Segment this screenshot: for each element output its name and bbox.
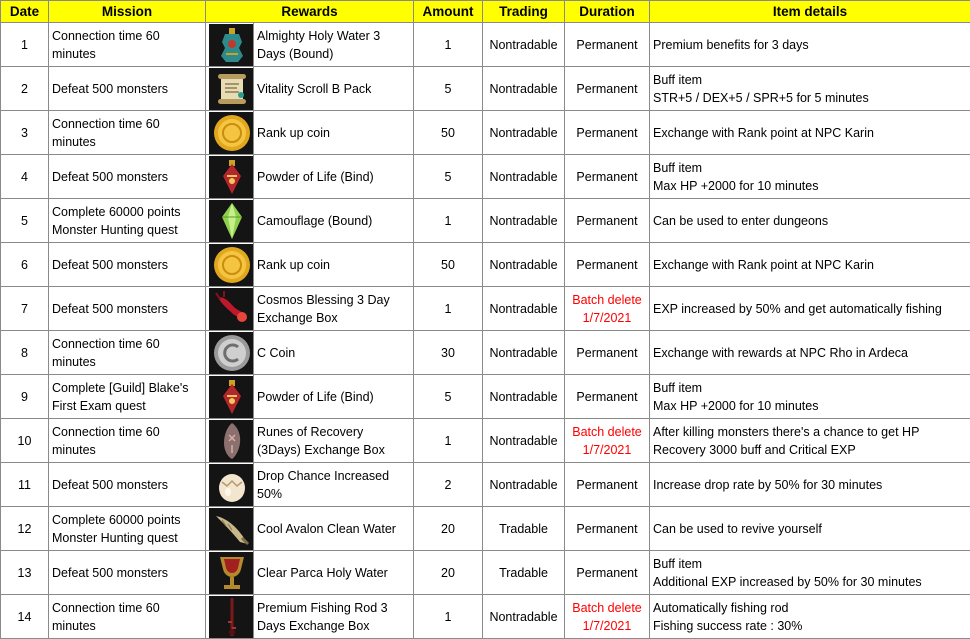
item-details-line: Can be used to enter dungeons — [653, 213, 829, 228]
trading-cell: Nontradable — [483, 155, 565, 199]
item-details-cell — [650, 419, 970, 463]
trading-cell: Tradable — [483, 507, 565, 551]
table-row — [1, 507, 970, 551]
trading-cell: Nontradable — [483, 23, 565, 67]
item-details-line: Additional EXP increased by 50% for 30 minutes — [653, 574, 922, 589]
duration-cell: Permanent — [565, 463, 650, 507]
item-details-cell — [650, 23, 970, 67]
item-details-cell — [650, 551, 970, 595]
table-row — [1, 331, 970, 375]
table-row — [1, 287, 970, 331]
amount-cell: 1 — [414, 23, 483, 67]
duration-line: Batch delete — [572, 424, 642, 439]
duration-line: 1/7/2021 — [582, 442, 632, 457]
trading-cell: Nontradable — [483, 375, 565, 419]
mission-cell: Complete 60000 points Monster Hunting quest — [49, 199, 206, 243]
header-item-details: Item details — [650, 1, 970, 23]
table-row — [1, 111, 970, 155]
table-body — [1, 23, 970, 639]
reward-icon-cell — [206, 463, 254, 507]
reward-icon-cell — [206, 23, 254, 67]
duration-cell: Permanent — [565, 155, 650, 199]
duration-line: Batch delete — [572, 600, 642, 615]
item-details-cell — [650, 507, 970, 551]
amount-cell: 2 — [414, 463, 483, 507]
duration-cell: Permanent — [565, 23, 650, 67]
potion-icon — [209, 156, 254, 198]
item-details-line: Buff item — [653, 380, 703, 395]
mission-cell: Connection time 60 minutes — [49, 595, 206, 639]
reward-icon-cell — [206, 155, 254, 199]
item-details-line: Buff item — [653, 72, 703, 87]
date-cell: 9 — [1, 375, 49, 419]
mission-cell: Connection time 60 minutes — [49, 111, 206, 155]
table-row — [1, 199, 970, 243]
date-cell: 4 — [1, 155, 49, 199]
reward-name-cell: Rank up coin — [254, 243, 414, 287]
trading-cell: Nontradable — [483, 287, 565, 331]
trading-cell: Nontradable — [483, 199, 565, 243]
reward-name-cell: Rank up coin — [254, 111, 414, 155]
item-details-cell — [650, 155, 970, 199]
reward-name-cell: Camouflage (Bound) — [254, 199, 414, 243]
date-cell: 2 — [1, 67, 49, 111]
mission-cell: Defeat 500 monsters — [49, 67, 206, 111]
mission-cell: Complete 60000 points Monster Hunting quest — [49, 507, 206, 551]
trading-cell: Nontradable — [483, 111, 565, 155]
duration-cell — [565, 287, 650, 331]
chalice-icon — [209, 552, 254, 594]
egg-icon — [209, 464, 254, 506]
duration-cell: Permanent — [565, 375, 650, 419]
reward-name-cell: Cosmos Blessing 3 Day Exchange Box — [254, 287, 414, 331]
table-row — [1, 595, 970, 639]
header-rewards: Rewards — [206, 1, 414, 23]
mission-cell: Connection time 60 minutes — [49, 23, 206, 67]
duration-cell: Permanent — [565, 199, 650, 243]
mission-cell: Defeat 500 monsters — [49, 551, 206, 595]
mission-cell: Defeat 500 monsters — [49, 463, 206, 507]
duration-cell: Permanent — [565, 331, 650, 375]
reward-icon-cell — [206, 243, 254, 287]
date-cell: 12 — [1, 507, 49, 551]
table-row — [1, 375, 970, 419]
horn-icon — [209, 508, 254, 550]
amount-cell: 1 — [414, 199, 483, 243]
item-details-cell — [650, 287, 970, 331]
reward-name-cell: Almighty Holy Water 3 Days (Bound) — [254, 23, 414, 67]
date-cell: 8 — [1, 331, 49, 375]
item-details-line: STR+5 / DEX+5 / SPR+5 for 5 minutes — [653, 90, 869, 105]
duration-cell — [565, 419, 650, 463]
amount-cell: 1 — [414, 419, 483, 463]
mission-cell: Defeat 500 monsters — [49, 243, 206, 287]
duration-cell: Permanent — [565, 507, 650, 551]
date-cell: 1 — [1, 23, 49, 67]
item-details-line: After killing monsters there's a chance to get HP — [653, 424, 920, 439]
reward-name-cell: Clear Parca Holy Water — [254, 551, 414, 595]
red-dragon-icon — [209, 288, 254, 330]
item-details-line: Increase drop rate by 50% for 30 minutes — [653, 477, 883, 492]
mission-cell: Defeat 500 monsters — [49, 155, 206, 199]
table-row — [1, 243, 970, 287]
amount-cell: 1 — [414, 287, 483, 331]
item-details-line: Fishing success rate : 30% — [653, 618, 803, 633]
reward-icon-cell — [206, 507, 254, 551]
reward-name-cell: Premium Fishing Rod 3 Days Exchange Box — [254, 595, 414, 639]
reward-icon-cell — [206, 199, 254, 243]
date-cell: 13 — [1, 551, 49, 595]
reward-icon-cell — [206, 375, 254, 419]
item-details-cell — [650, 67, 970, 111]
reward-name-cell: Powder of Life (Bind) — [254, 155, 414, 199]
duration-line: 1/7/2021 — [582, 310, 632, 325]
header-amount: Amount — [414, 1, 483, 23]
amount-cell: 30 — [414, 331, 483, 375]
duration-cell: Permanent — [565, 243, 650, 287]
duration-line: Batch delete — [572, 292, 642, 307]
date-cell: 6 — [1, 243, 49, 287]
item-details-line: EXP increased by 50% and get automatically fishing — [653, 301, 942, 316]
gold-coin-icon — [209, 112, 254, 154]
amount-cell: 5 — [414, 375, 483, 419]
item-details-line: Premium benefits for 3 days — [653, 37, 809, 52]
duration-cell — [565, 595, 650, 639]
mission-cell: Defeat 500 monsters — [49, 287, 206, 331]
header-date: Date — [1, 1, 49, 23]
item-details-cell — [650, 243, 970, 287]
reward-name-cell: Cool Avalon Clean Water — [254, 507, 414, 551]
amount-cell: 5 — [414, 67, 483, 111]
item-details-cell — [650, 111, 970, 155]
date-cell: 3 — [1, 111, 49, 155]
trading-cell: Nontradable — [483, 463, 565, 507]
reward-icon-cell — [206, 67, 254, 111]
mission-cell: Connection time 60 minutes — [49, 331, 206, 375]
trading-cell: Nontradable — [483, 243, 565, 287]
table-row — [1, 419, 970, 463]
reward-icon-cell — [206, 287, 254, 331]
item-details-line: Exchange with Rank point at NPC Karin — [653, 125, 874, 140]
amount-cell: 50 — [414, 111, 483, 155]
amount-cell: 50 — [414, 243, 483, 287]
amount-cell: 20 — [414, 551, 483, 595]
gold-coin-icon — [209, 244, 254, 286]
trading-cell: Nontradable — [483, 595, 565, 639]
header-row — [1, 1, 970, 23]
reward-name-cell: Powder of Life (Bind) — [254, 375, 414, 419]
item-details-cell — [650, 331, 970, 375]
table-row — [1, 155, 970, 199]
table-row — [1, 551, 970, 595]
item-details-line: Exchange with rewards at NPC Rho in Ardeca — [653, 345, 908, 360]
trading-cell: Nontradable — [483, 331, 565, 375]
reward-name-cell: C Coin — [254, 331, 414, 375]
mission-cell: Complete [Guild] Blake's First Exam quest — [49, 375, 206, 419]
item-details-cell — [650, 463, 970, 507]
trading-cell: Nontradable — [483, 67, 565, 111]
trading-cell: Nontradable — [483, 419, 565, 463]
reward-icon-cell — [206, 331, 254, 375]
item-details-line: Max HP +2000 for 10 minutes — [653, 178, 819, 193]
table-row — [1, 463, 970, 507]
duration-cell: Permanent — [565, 551, 650, 595]
date-cell: 7 — [1, 287, 49, 331]
amount-cell: 5 — [414, 155, 483, 199]
date-cell: 5 — [1, 199, 49, 243]
item-details-cell — [650, 375, 970, 419]
duration-cell: Permanent — [565, 111, 650, 155]
rune-stone-icon — [209, 420, 254, 462]
item-details-cell — [650, 595, 970, 639]
table-row — [1, 67, 970, 111]
item-details-line: Max HP +2000 for 10 minutes — [653, 398, 819, 413]
green-gem-icon — [209, 200, 254, 242]
holy-water-icon — [209, 24, 254, 66]
scroll-icon — [209, 68, 254, 110]
item-details-line: Buff item — [653, 160, 703, 175]
date-cell: 14 — [1, 595, 49, 639]
reward-icon-cell — [206, 595, 254, 639]
amount-cell: 1 — [414, 595, 483, 639]
reward-name-cell: Runes of Recovery (3Days) Exchange Box — [254, 419, 414, 463]
item-details-line: Exchange with Rank point at NPC Karin — [653, 257, 874, 272]
item-details-line: Recovery 3000 buff and Critical EXP — [653, 442, 856, 457]
reward-icon-cell — [206, 111, 254, 155]
item-details-line: Can be used to revive yourself — [653, 521, 822, 536]
fishing-rod-icon — [209, 596, 254, 638]
reward-icon-cell — [206, 551, 254, 595]
potion-icon — [209, 376, 254, 418]
duration-line: 1/7/2021 — [582, 618, 632, 633]
header-mission: Mission — [49, 1, 206, 23]
header-trading: Trading — [483, 1, 565, 23]
table-row — [1, 23, 970, 67]
duration-cell: Permanent — [565, 67, 650, 111]
item-details-cell — [650, 199, 970, 243]
reward-name-cell: Vitality Scroll B Pack — [254, 67, 414, 111]
header-duration: Duration — [565, 1, 650, 23]
silver-coin-icon — [209, 332, 254, 374]
date-cell: 10 — [1, 419, 49, 463]
reward-icon-cell — [206, 419, 254, 463]
date-cell: 11 — [1, 463, 49, 507]
mission-cell: Connection time 60 minutes — [49, 419, 206, 463]
reward-name-cell: Drop Chance Increased 50% — [254, 463, 414, 507]
trading-cell: Tradable — [483, 551, 565, 595]
item-details-line: Automatically fishing rod — [653, 600, 789, 615]
item-details-line: Buff item — [653, 556, 703, 571]
amount-cell: 20 — [414, 507, 483, 551]
